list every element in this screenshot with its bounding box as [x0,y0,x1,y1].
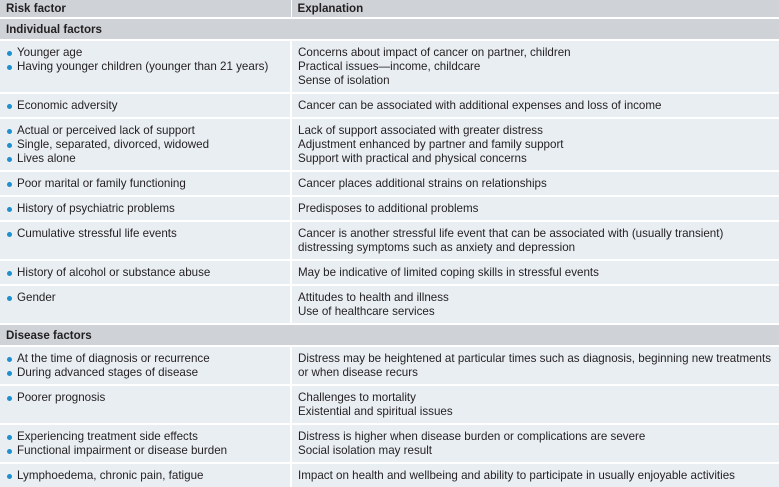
explanation-cell [291,385,779,424]
risk-factor-item: Cumulative stressful life events [6,227,284,241]
explanation-cell [291,118,779,171]
explanation-cell [291,171,779,196]
table-header-row [0,0,779,18]
risk-factor-cell [0,285,291,324]
explanation-line: Cancer can be associated with additional expenses and loss of income [298,99,662,112]
risk-factor-item: History of psychiatric problems [6,202,284,216]
risk-factor-item: Lymphoedema, chronic pain, fatigue [6,469,284,483]
explanation-cell [291,285,779,324]
risk-factor-item: Experiencing treatment side effects [6,430,284,444]
explanation-cell [291,93,779,118]
explanation-line: Lack of support associated with greater distress [298,124,543,137]
risk-factor-cell [0,40,291,93]
section-header-row [0,324,779,346]
explanation-line: Social isolation may result [298,444,433,457]
risk-factor-cell [0,221,291,260]
risk-factor-cell [0,260,291,285]
explanation-line: Sense of isolation [298,74,390,87]
risk-factor-item: Poor marital or family functioning [6,177,284,191]
table-row [0,221,779,260]
table-row [0,93,779,118]
explanation-line: Distress may be heightened at particular times such as diagnosis, beginning new treatments or when disease recurs [298,352,772,379]
risk-factor-list [6,391,284,405]
table-body [0,18,779,487]
table-row [0,285,779,324]
section-title: Individual factors [0,18,779,40]
risk-factor-list [6,99,284,113]
explanation-line: Distress is higher when disease burden or complications are severe [298,430,646,443]
risk-factor-cell [0,463,291,487]
risk-factor-cell [0,346,291,385]
table-row [0,260,779,285]
table-row [0,40,779,93]
explanation-line: Practical issues—income, childcare [298,60,481,73]
risk-factor-cell [0,424,291,463]
table-row [0,385,779,424]
explanation-line: May be indicative of limited coping skills in stressful events [298,266,599,279]
risk-factor-list [6,352,284,380]
header-explanation: Explanation [291,0,779,18]
risk-factor-cell [0,118,291,171]
table-row [0,171,779,196]
risk-factor-cell [0,93,291,118]
risk-factor-cell [0,196,291,221]
risk-factor-item: Lives alone [6,152,284,166]
risk-factor-item: Younger age [6,46,284,60]
risk-factor-list [6,227,284,241]
explanation-line: Challenges to mortality [298,391,416,404]
explanation-cell [291,346,779,385]
risk-factor-list [6,46,284,74]
risk-factor-item: Gender [6,291,284,305]
explanation-line: Use of healthcare services [298,305,435,318]
explanation-cell [291,40,779,93]
explanation-cell [291,260,779,285]
explanation-line: Support with practical and physical concerns [298,152,527,165]
risk-factor-item: Actual or perceived lack of support [6,124,284,138]
risk-factor-cell [0,171,291,196]
risk-factor-item: During advanced stages of disease [6,366,284,380]
explanation-cell [291,463,779,487]
section-header-row [0,18,779,40]
risk-factor-list [6,469,284,483]
explanation-line: Impact on health and wellbeing and ability to participate in usually enjoyable activities [298,469,735,482]
risk-factor-item: Poorer prognosis [6,391,284,405]
explanation-line: Existential and spiritual issues [298,405,453,418]
risk-factor-item: Functional impairment or disease burden [6,444,284,458]
header-risk-factor: Risk factor [0,0,291,18]
table-row [0,118,779,171]
risk-factor-cell [0,385,291,424]
explanation-cell [291,424,779,463]
risk-factor-item: At the time of diagnosis or recurrence [6,352,284,366]
explanation-cell [291,221,779,260]
section-title: Disease factors [0,324,779,346]
table-row [0,463,779,487]
explanation-line: Adjustment enhanced by partner and family support [298,138,564,151]
explanation-line: Cancer places additional strains on relationships [298,177,547,190]
risk-factor-list [6,124,284,166]
risk-factor-item: Economic adversity [6,99,284,113]
explanation-line: Predisposes to additional problems [298,202,479,215]
risk-factor-item: History of alcohol or substance abuse [6,266,284,280]
explanation-line: Concerns about impact of cancer on partner, children [298,46,571,59]
table-row [0,346,779,385]
explanation-cell [291,196,779,221]
risk-factor-list [6,202,284,216]
explanation-line: Cancer is another stressful life event that can be associated with (usually transient) distressing symptoms such as anxiety and depression [298,227,724,254]
risk-factor-item: Having younger children (younger than 21 years) [6,60,284,74]
table-row [0,196,779,221]
risk-factor-list [6,430,284,458]
risk-factor-list [6,266,284,280]
risk-factor-item: Single, separated, divorced, widowed [6,138,284,152]
risk-factor-list [6,177,284,191]
table-row [0,424,779,463]
risk-factor-list [6,291,284,305]
explanation-line: Attitudes to health and illness [298,291,449,304]
